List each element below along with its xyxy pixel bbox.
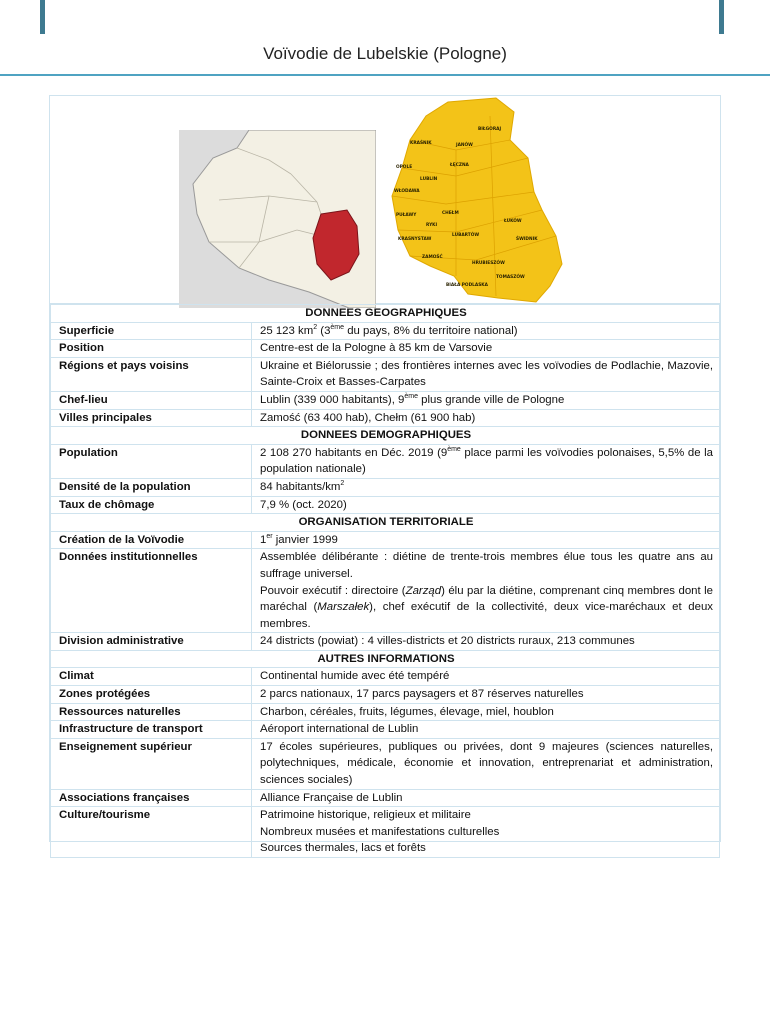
table-row: [51, 357, 720, 391]
row-value: 17 écoles supérieures, publiques ou privées, dont 9 majeures (sciences naturelles, polytechniques, médicale, économie et innovation, entreprenariat et administration, sciences sociales): [252, 738, 720, 789]
row-label: Climat: [51, 668, 252, 686]
row-value: Lublin (339 000 habitants), 9ème plus grande ville de Pologne: [252, 391, 720, 409]
section-header-other: AUTRES INFORMATIONS: [51, 650, 720, 668]
map-label: KRASNYSTAW: [398, 237, 432, 242]
row-value: 1er janvier 1999: [252, 531, 720, 549]
map-label: WŁODAWA: [394, 189, 420, 194]
row-label: Création de la Voïvodie: [51, 531, 252, 549]
row-value: Zamość (63 400 hab), Chełm (61 900 hab): [252, 409, 720, 427]
row-value: Continental humide avec été tempéré: [252, 668, 720, 686]
row-value: Charbon, céréales, fruits, légumes, élevage, miel, houblon: [252, 703, 720, 721]
section-header-geo: DONNEES GEOGRAPHIQUES: [51, 305, 720, 323]
culture-line: Nombreux musées et manifestations culturelles: [260, 825, 500, 838]
info-table: [50, 304, 720, 858]
maps-area: [50, 96, 720, 304]
info-card: [49, 95, 721, 855]
culture-line: Patrimoine historique, religieux et militaire: [260, 809, 471, 822]
map-label: PUŁAWY: [396, 213, 417, 218]
table-row: [51, 444, 720, 478]
table-row: [51, 322, 720, 340]
table-row: [51, 391, 720, 409]
title-rule: [0, 74, 770, 76]
row-value: 2 108 270 habitants en Déc. 2019 (9ème place parmi les voïvodies polonaises, 5,5% de la population nationale): [252, 444, 720, 478]
row-label: Associations françaises: [51, 789, 252, 807]
section-header-demo: DONNEES DEMOGRAPHIQUES: [51, 427, 720, 445]
table-row: [51, 703, 720, 721]
table-row: [51, 531, 720, 549]
table-row: [51, 496, 720, 514]
map-label: ŁĘCZNA: [450, 163, 469, 168]
row-value: Ukraine et Biélorussie ; des frontières internes avec les voïvodies de Podlachie, Mazovie, Sainte-Croix et Basses-Carpates: [252, 357, 720, 391]
map-label: ZAMOŚĆ: [422, 255, 443, 260]
map-label: RYKI: [426, 223, 438, 228]
row-label: Densité de la population: [51, 478, 252, 496]
row-value: 2 parcs nationaux, 17 parcs paysagers et 87 réserves naturelles: [252, 686, 720, 704]
institutions-assembly: Assemblée délibérante : diétine de trente-trois membres élue tous les quatre ans au suffrage universel.: [260, 551, 713, 580]
row-label: Zones protégées: [51, 686, 252, 704]
row-value: [252, 549, 720, 633]
table-row: [51, 789, 720, 807]
table-row: [51, 686, 720, 704]
map-label: HRUBIESZÓW: [472, 261, 505, 266]
row-value: 84 habitants/$km^2$: [252, 478, 720, 496]
row-value: Alliance Française de Lublin: [252, 789, 720, 807]
row-label: Villes principales: [51, 409, 252, 427]
row-label: Culture/tourisme: [51, 807, 252, 858]
culture-line: Sources thermales, lacs et forêts: [260, 842, 426, 855]
row-label: Population: [51, 444, 252, 478]
table-row: [51, 340, 720, 358]
row-label: Taux de chômage: [51, 496, 252, 514]
poland-location-map: [179, 130, 376, 308]
table-row: [51, 721, 720, 739]
row-label: Superficie: [51, 322, 252, 340]
table-row: [51, 633, 720, 651]
table-row: [51, 549, 720, 633]
row-label: Division administrative: [51, 633, 252, 651]
map-label: LUBARTÓW: [452, 233, 480, 238]
map-label: BIAŁA PODLASKA: [446, 283, 488, 288]
lublin-districts-map: [386, 96, 566, 304]
map-label: TOMASZÓW: [496, 275, 525, 280]
row-value: Aéroport international de Lublin: [252, 721, 720, 739]
row-label: Ressources naturelles: [51, 703, 252, 721]
right-edge-bar: [719, 0, 724, 34]
map-label: ŚWIDNIK: [516, 237, 538, 242]
row-label: Données institutionnelles: [51, 549, 252, 633]
map-label: LUBLIN: [420, 177, 438, 182]
institutions-executive: Pouvoir exécutif : directoire (Zarząd) élu par la diétine, comprenant cinq membres dont le maréchal (Marszałek), chef exécutif de la collectivité, deux vice-maréchaux et deux membres.: [260, 584, 714, 630]
table-row: [51, 478, 720, 496]
table-row: [51, 668, 720, 686]
left-edge-bar: [40, 0, 45, 34]
row-value: 24 districts (powiat) : 4 villes-districts et 20 districts ruraux, 213 communes: [252, 633, 720, 651]
map-label: OPOLE: [396, 165, 413, 170]
section-header-org: ORGANISATION TERRITORIALE: [51, 514, 720, 532]
table-row: [51, 409, 720, 427]
row-value: 25 123 $km^2$ (3ème du pays, 8% du territoire national): [252, 322, 720, 340]
map-label: BIŁGORAJ: [478, 127, 502, 132]
row-label: Position: [51, 340, 252, 358]
row-value: Centre-est de la Pologne à 85 km de Varsovie: [252, 340, 720, 358]
row-value: 7,9 % (oct. 2020): [252, 496, 720, 514]
page-title: Voïvodie de Lubelskie (Pologne): [263, 44, 507, 63]
row-label: Infrastructure de transport: [51, 721, 252, 739]
map-label: CHEŁM: [442, 211, 459, 216]
table-row: [51, 738, 720, 789]
row-label: Régions et pays voisins: [51, 357, 252, 391]
map-label: KRAŚNIK: [410, 141, 432, 146]
row-label: Chef-lieu: [51, 391, 252, 409]
map-label: ŁUKÓW: [504, 219, 522, 224]
row-value: [252, 807, 720, 858]
row-label: Enseignement supérieur: [51, 738, 252, 789]
table-row: [51, 807, 720, 858]
map-label: JANÓW: [456, 143, 473, 148]
